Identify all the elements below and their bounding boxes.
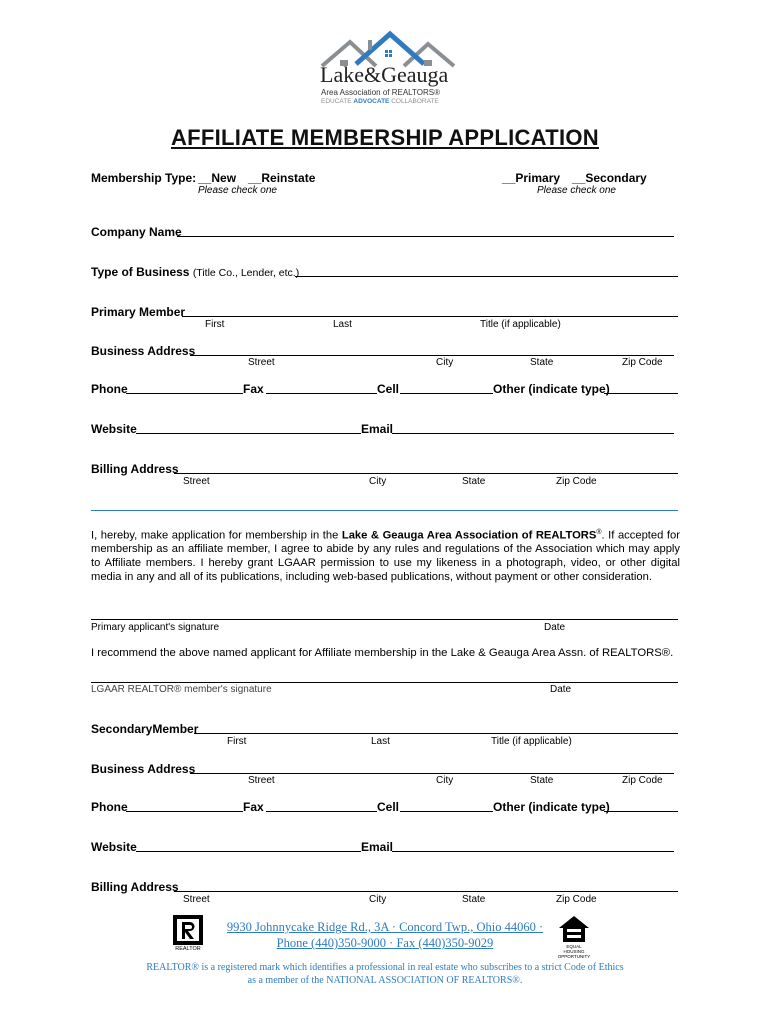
fax-field[interactable] [266, 393, 377, 394]
other-label: Other (indicate type) [493, 382, 610, 396]
email-field-2[interactable] [392, 851, 674, 852]
member-signature-field[interactable] [91, 682, 678, 683]
street-sublabel-2: Street [248, 775, 275, 786]
reinstate-option[interactable]: __Reinstate [248, 171, 316, 185]
recommendation-text: I recommend the above named applicant for Affiliate membership in the Lake & Geauga Area Assn. of REALTORS®. [91, 647, 674, 659]
other-label-2: Other (indicate type) [493, 800, 610, 814]
type-of-business-hint: (Title Co., Lender, etc.) [192, 267, 300, 279]
billing-city-sublabel: City [369, 476, 387, 487]
website-label: Website [91, 422, 137, 436]
membership-type-label: Membership Type: [91, 171, 197, 185]
street-sublabel: Street [248, 357, 275, 368]
billing-address-label-2: Billing Address [91, 880, 179, 894]
realtor-r-icon [170, 914, 206, 946]
type-of-business-field[interactable] [295, 276, 678, 277]
state-sublabel: State [530, 357, 554, 368]
website-field-2[interactable] [136, 851, 361, 852]
realtor-logo-text: REALTOR [175, 946, 201, 952]
cell-field[interactable] [400, 393, 493, 394]
tagline-educate: EDUCATE [321, 98, 352, 105]
cell-field-2[interactable] [400, 811, 493, 812]
website-label-2: Website [91, 840, 137, 854]
secondary-title-sublabel: Title (if applicable) [491, 736, 572, 747]
phone-field[interactable] [126, 393, 243, 394]
business-address-field-2[interactable] [190, 773, 674, 774]
business-address-label-2: Business Address [91, 762, 196, 776]
footer-address: 9930 Johnnycake Ridge Rd., 3A · Concord Twp., Ohio 44060 · [226, 920, 544, 934]
company-name-label: Company Name [91, 225, 182, 239]
state-sublabel-2: State [530, 775, 554, 786]
fax-field-2[interactable] [266, 811, 377, 812]
fax-label-2: Fax [243, 800, 264, 814]
phone-field-2[interactable] [126, 811, 243, 812]
city-sublabel-2: City [436, 775, 454, 786]
billing-street-sublabel: Street [183, 476, 210, 487]
secondary-first-sublabel: First [227, 736, 247, 747]
company-name-field[interactable] [177, 236, 674, 237]
footer-disclaimer-line1: REALTOR® is a registered mark which identifies a professional in real estate who subscribes to a strict Code of Ethics [146, 962, 624, 973]
other-field[interactable] [604, 393, 678, 394]
billing-state-sublabel-2: State [462, 894, 486, 905]
billing-city-sublabel-2: City [369, 894, 387, 905]
applicant-signature-label: Primary applicant's signature [91, 622, 220, 633]
org-name: Lake&Geauga [320, 62, 449, 87]
secondary-last-sublabel: Last [371, 736, 390, 747]
footer-phone: Phone (440)350-9000 · Fax (440)350-9029 [276, 936, 494, 950]
equal-housing-logo [556, 914, 592, 959]
tagline-advocate: ADVOCATE [353, 98, 390, 105]
type-of-business-text: Type of Business [91, 265, 190, 279]
page-title: AFFILIATE MEMBERSHIP APPLICATION [170, 125, 599, 150]
billing-zip-sublabel: Zip Code [556, 476, 597, 487]
business-address-label: Business Address [91, 344, 196, 358]
primary-first-sublabel: First [205, 319, 225, 330]
email-label: Email [361, 422, 394, 436]
agreement-intro: I, hereby, make application for membership in the [91, 529, 342, 542]
association-logo [318, 30, 458, 108]
billing-address-field[interactable] [174, 473, 678, 474]
billing-state-sublabel: State [462, 476, 486, 487]
applicant-date-label: Date [544, 622, 566, 633]
type-of-business-label [91, 265, 299, 279]
cell-label: Cell [377, 382, 400, 396]
business-address-field[interactable] [190, 355, 674, 356]
primary-member-label: Primary Member [91, 305, 186, 319]
phone-label: Phone [91, 382, 128, 396]
realtor-logo [170, 914, 206, 954]
registered-mark: ® [596, 529, 602, 536]
member-date-label: Date [550, 684, 572, 695]
footer-disclaimer-line2: as a member of the NATIONAL ASSOCIATION OF REALTORS®. [247, 975, 523, 986]
org-subtitle: Area Association of REALTORS® [321, 88, 440, 97]
zip-sublabel-2: Zip Code [622, 775, 663, 786]
check-one-hint-right: Please check one [537, 185, 616, 196]
secondary-member-label: SecondaryMember [91, 722, 199, 736]
billing-address-field-2[interactable] [174, 891, 678, 892]
agreement-paragraph [91, 526, 680, 584]
email-label-2: Email [361, 840, 394, 854]
email-field[interactable] [392, 433, 674, 434]
zip-sublabel: Zip Code [622, 357, 663, 368]
tagline-collaborate: COLLABORATE [391, 98, 439, 105]
check-one-hint-left: Please check one [198, 185, 277, 196]
primary-member-field[interactable] [182, 316, 678, 317]
secondary-option[interactable]: __Secondary [572, 171, 647, 185]
secondary-member-field[interactable] [194, 733, 678, 734]
equal-housing-text: EQUAL HOUSING OPPORTUNITY [557, 944, 591, 959]
org-tagline [321, 98, 439, 105]
section-divider [91, 510, 678, 511]
member-signature-label: LGAAR REALTOR® member's signature [91, 684, 272, 695]
billing-address-label: Billing Address [91, 462, 179, 476]
billing-zip-sublabel-2: Zip Code [556, 894, 597, 905]
city-sublabel: City [436, 357, 454, 368]
primary-title-sublabel: Title (if applicable) [480, 319, 561, 330]
equal-housing-icon [556, 914, 592, 944]
primary-option[interactable]: __Primary [502, 171, 561, 185]
billing-street-sublabel-2: Street [183, 894, 210, 905]
fax-label: Fax [243, 382, 264, 396]
association-name: Lake & Geauga Area Association of REALTORS [341, 529, 597, 542]
website-field[interactable] [136, 433, 361, 434]
cell-label-2: Cell [377, 800, 400, 814]
new-option[interactable]: __New [198, 171, 237, 185]
primary-last-sublabel: Last [333, 319, 352, 330]
applicant-signature-field[interactable] [91, 619, 678, 620]
phone-label-2: Phone [91, 800, 128, 814]
other-field-2[interactable] [604, 811, 678, 812]
agreement-body: . If accepted for membership as an affiliate member, I agree to abide by any rules and regulations of the Association which may apply to Affiliate members. I hereby grant LGAAR permission to use my likeness in a photograph, video, or other digital media in any and all of its publications, including web-based publications, without payment or other consideration. [91, 529, 680, 583]
